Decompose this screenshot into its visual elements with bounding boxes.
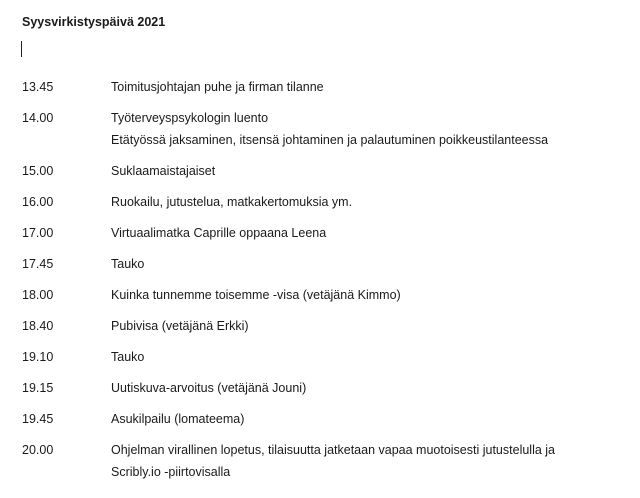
schedule-description [111, 346, 632, 368]
schedule-description-line: Ruokailu, jutustelua, matkakertomuksia ym. [111, 195, 353, 209]
schedule-description-line: Etätyössä jaksaminen, itsensä johtaminen ja palautuminen poikkeustilanteessa [111, 133, 549, 147]
schedule-description-line: Scribly.io -piirtovisalla [111, 465, 231, 479]
schedule-row [22, 408, 632, 430]
schedule-row [22, 439, 632, 483]
schedule-time: 17.45 [22, 257, 54, 271]
schedule-description [111, 284, 632, 306]
document-title: Syysvirkistyspäivä 2021 [22, 15, 166, 29]
schedule-description-line: Asukilpailu (lomateema) [111, 412, 245, 426]
schedule-description-line: Kuinka tunnemme toisemme -visa (vetäjänä Kimmo) [111, 288, 401, 302]
schedule-row [22, 160, 632, 182]
schedule-time: 15.00 [22, 164, 54, 178]
schedule-time: 17.00 [22, 226, 54, 240]
schedule-time: 18.40 [22, 319, 54, 333]
schedule-description [111, 315, 632, 337]
schedule-time: 19.10 [22, 350, 54, 364]
schedule-description [111, 160, 632, 182]
schedule-time: 14.00 [22, 111, 54, 125]
schedule-description [111, 191, 632, 213]
schedule-description-line: Suklaamaistajaiset [111, 164, 216, 178]
schedule-row [22, 76, 632, 98]
schedule-description-line: Tauko [111, 257, 145, 271]
schedule-description [111, 222, 632, 244]
schedule-description [111, 76, 632, 98]
schedule-row [22, 222, 632, 244]
schedule-row [22, 315, 632, 337]
schedule-list [22, 76, 632, 492]
schedule-time: 18.00 [22, 288, 54, 302]
schedule-time: 20.00 [22, 443, 54, 457]
schedule-description [111, 253, 632, 275]
schedule-time: 19.45 [22, 412, 54, 426]
schedule-description-line: Työterveyspsykologin luento [111, 111, 269, 125]
schedule-description [111, 439, 632, 483]
text-cursor [21, 41, 22, 57]
schedule-row [22, 284, 632, 306]
schedule-row [22, 191, 632, 213]
schedule-row [22, 377, 632, 399]
schedule-description-line: Toimitusjohtajan puhe ja firman tilanne [111, 80, 324, 94]
schedule-description [111, 408, 632, 430]
schedule-row [22, 253, 632, 275]
schedule-description [111, 107, 632, 151]
schedule-time: 19.15 [22, 381, 54, 395]
schedule-description-line: Pubivisa (vetäjänä Erkki) [111, 319, 249, 333]
schedule-description-line: Virtuaalimatka Caprille oppaana Leena [111, 226, 327, 240]
schedule-row [22, 346, 632, 368]
schedule-description-line: Ohjelman virallinen lopetus, tilaisuutta jatketaan vapaa muotoisesti jutustelulla ja [111, 443, 556, 457]
schedule-time: 13.45 [22, 80, 54, 94]
schedule-description [111, 377, 632, 399]
schedule-description-line: Uutiskuva-arvoitus (vetäjänä Jouni) [111, 381, 307, 395]
schedule-time: 16.00 [22, 195, 54, 209]
schedule-description-line: Tauko [111, 350, 145, 364]
schedule-row [22, 107, 632, 151]
